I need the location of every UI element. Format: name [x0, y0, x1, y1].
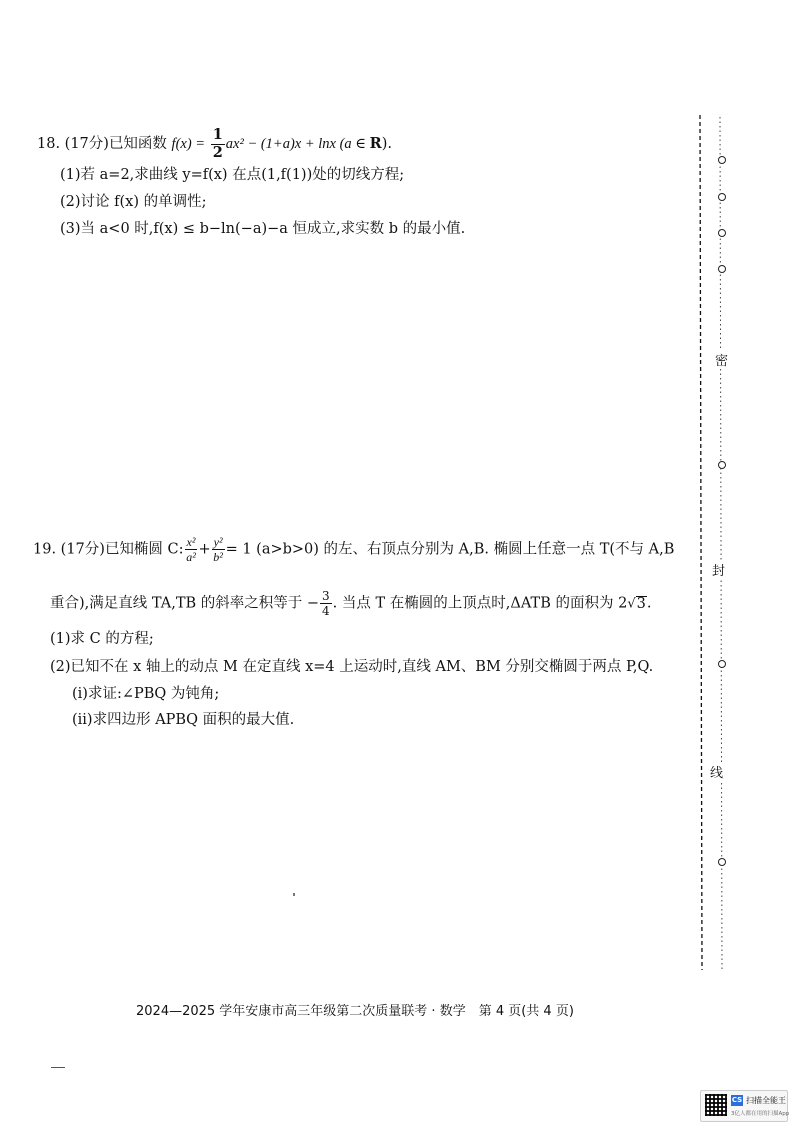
page-footer: 2024—2025 学年安康市高三年级第二次质量联考 · 数学 第 4 页(共 4 页)	[136, 1004, 574, 1019]
q19-b2: b²	[213, 550, 223, 564]
q18-func-end: ).	[381, 136, 393, 152]
q19-stem-prefix: 已知椭圆 C:	[104, 541, 184, 558]
q19-sqrt-arg: 3	[636, 595, 646, 612]
q19-part2: (2)已知不在 x 轴上的动点 M 在定直线 x=4 上运动时,直线 AM、BM 分别交椭圆于两点 P,Q.	[50, 659, 654, 675]
q19-a2: a²	[186, 550, 196, 564]
seal-circle-2	[718, 193, 726, 201]
q18-part2: (2)讨论 f(x) 的单调性;	[60, 194, 207, 210]
q19-x2: x²	[186, 535, 196, 549]
seal-circle-6	[718, 660, 726, 668]
cs-logo-icon: CS	[731, 1096, 743, 1104]
q18-func-lhs: f(x) =	[171, 136, 206, 152]
q19-line2-start: 重合),满足直线 TA,TB 的斜率之积等于 −	[50, 595, 320, 612]
q18-stem	[37, 128, 392, 160]
q19-line2-mid: . 当点 T 在椭圆的上顶点时,ΔATB 的面积为 2	[332, 595, 628, 612]
qr-code-icon	[705, 1094, 727, 1116]
seal-circle-1	[718, 156, 726, 164]
scanner-subtitle: 3亿人都在用的扫描App	[731, 1111, 790, 1117]
q19-part2ii: (ⅱ)求四边形 APBQ 面积的最大值.	[72, 712, 295, 728]
q19-line2-end: .	[646, 595, 652, 612]
q18-part1: (1)若 a=2,求曲线 y=f(x) 在点(1,f(1))处的切线方程;	[60, 167, 405, 183]
q19-part2i: (ⅰ)求证:∠PBQ 为钝角;	[72, 686, 220, 702]
stray-mark	[293, 893, 295, 896]
q18-half-den: 2	[212, 143, 223, 161]
q19-plus: +	[198, 541, 211, 558]
q19-y-fraction	[212, 536, 225, 563]
q19-x-fraction	[185, 536, 198, 563]
q18-reals: R	[369, 135, 382, 152]
q18-stem-prefix: 已知函数	[108, 136, 167, 152]
scanner-name: 扫描全能王	[746, 1096, 786, 1105]
q18-points: (17分)	[64, 136, 109, 152]
q18-half-fraction	[211, 128, 225, 160]
q18-part3: (3)当 a<0 时,f(x) ≤ b−ln(−a)−a 恒成立,求实数 b 的最小值.	[60, 221, 466, 237]
q19-stem	[33, 536, 674, 563]
q19-y2: y²	[213, 535, 223, 549]
seal-char-mi: 密	[715, 350, 728, 369]
q19-slope-fraction	[320, 590, 332, 617]
seal-char-xian: 线	[710, 762, 723, 781]
seal-dashed-lines	[690, 115, 730, 975]
seal-circle-4	[718, 265, 726, 273]
q19-frac-num: 3	[322, 589, 330, 603]
q18-half-num: 1	[212, 126, 223, 143]
q19-number: 19.	[33, 541, 57, 558]
seal-circle-5	[718, 461, 726, 469]
q19-line2: 重合),满足直线 TA,TB 的斜率之积等于 − $\frac{3}{4}$ . 当点 T 在椭圆的上顶点时,ΔATB 的面积为 2√3.	[50, 589, 652, 618]
bottom-left-rule	[51, 1067, 65, 1068]
seal-circle-3	[718, 229, 726, 237]
seal-circle-7	[718, 858, 726, 866]
q18-func-rhs: ax² − (1+a)x + lnx (a ∈	[225, 136, 370, 152]
q19-frac-den: 4	[322, 604, 330, 618]
q19-stem-rest: = 1 (a>b>0) 的左、右顶点分别为 A,B. 椭圆上任意一点 T(不与 A,B	[225, 541, 675, 558]
q19-part1: (1)求 C 的方程;	[50, 631, 154, 647]
q18-number: 18.	[37, 136, 61, 152]
seal-char-feng: 封	[712, 560, 725, 579]
scanner-badge	[700, 1090, 788, 1122]
q19-points: (17分)	[60, 541, 105, 558]
